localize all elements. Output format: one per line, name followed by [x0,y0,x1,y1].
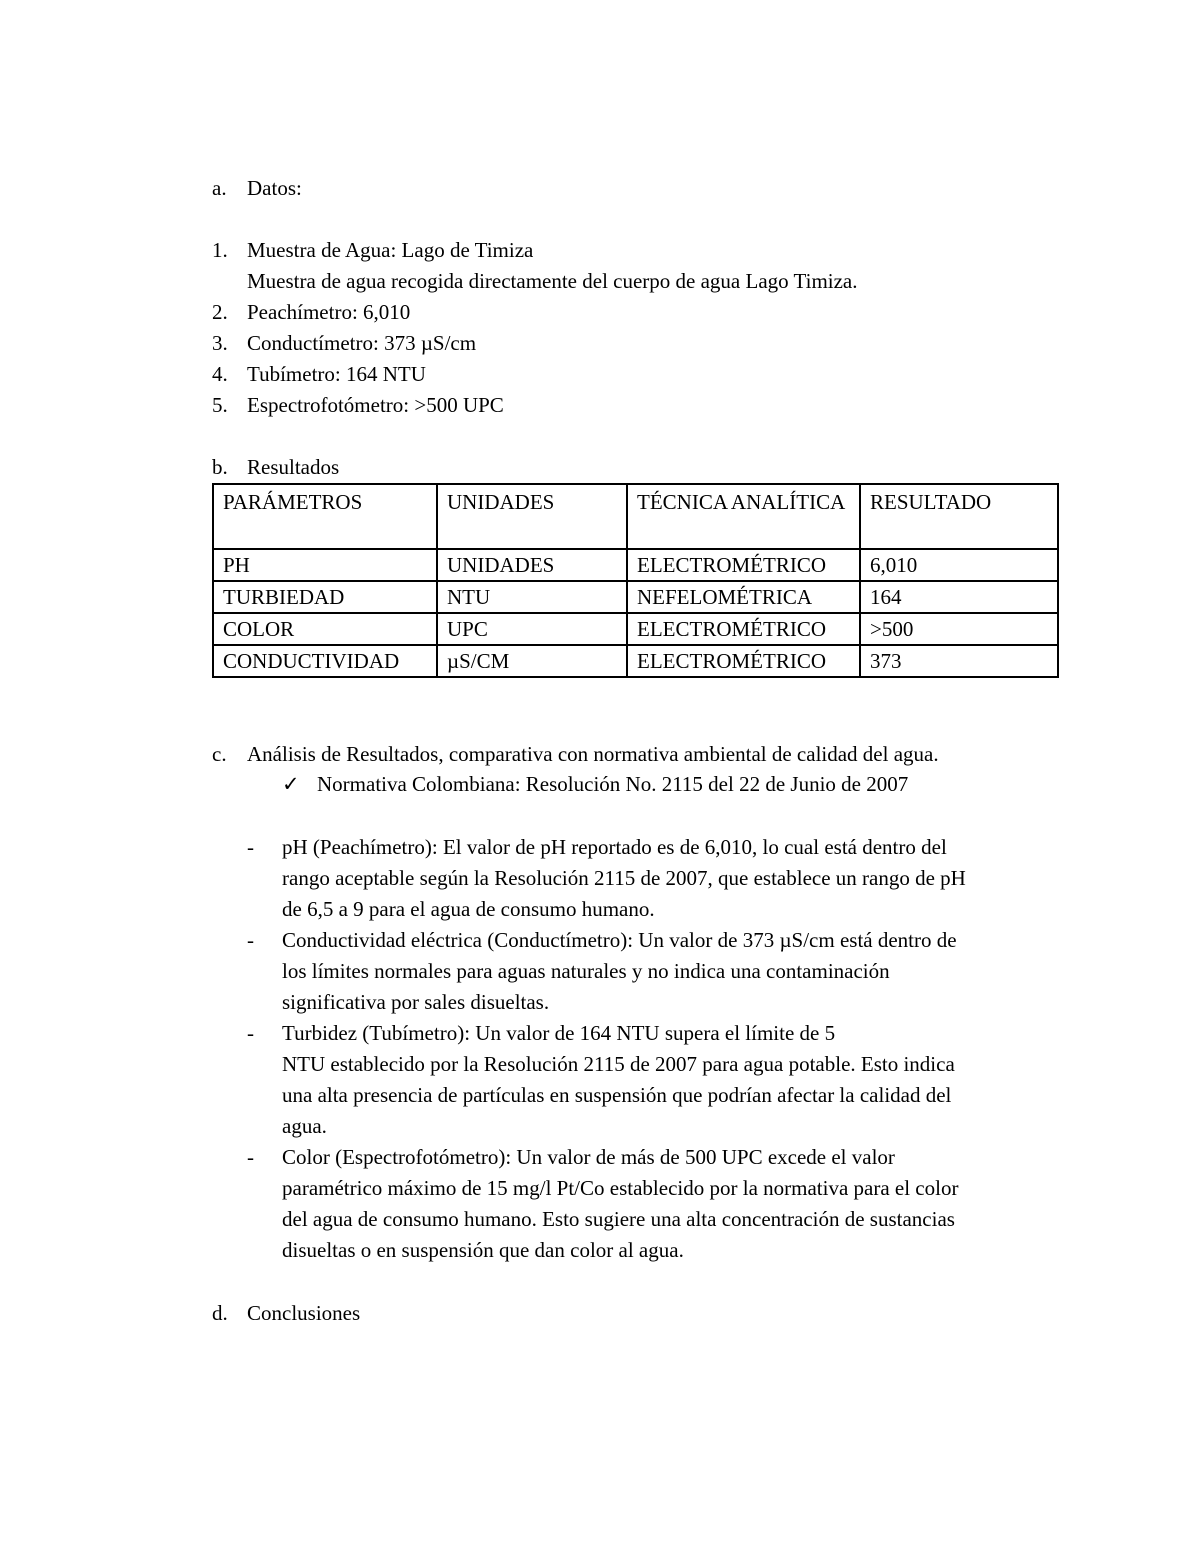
section-d-title: Conclusiones [247,1301,361,1325]
table-row [213,613,1058,645]
table-cell: NTU [437,581,627,613]
table-cell: >500 [860,613,1058,645]
table-header-cell: UNIDADES [437,484,627,549]
section-d-marker: d. [212,1301,228,1325]
section-a-title: Datos: [247,176,302,200]
table-cell: UNIDADES [437,549,627,581]
table-cell: ELECTROMÉTRICO [627,549,860,581]
dash-bullet: - [247,928,254,952]
item-4-marker: 4. [212,362,228,386]
table-cell: COLOR [213,613,437,645]
norm-reference: Normativa Colombiana: Resolución No. 2115 del 22 de Junio de 2007 [317,772,909,796]
item-2-line-1: Peachímetro: 6,010 [247,300,411,324]
table-row [213,581,1058,613]
table-row [213,549,1058,581]
item-4-line-1: Tubímetro: 164 NTU [247,362,426,386]
section-b-marker: b. [212,455,228,479]
bullet-2-line: los límites normales para aguas naturales y no indica una contaminación [282,959,890,983]
bullet-4-line: Color (Espectrofotómetro): Un valor de más de 500 UPC excede el valor [282,1145,895,1169]
bullet-3-line: una alta presencia de partículas en suspensión que podrían afectar la calidad del [282,1083,952,1107]
dash-bullet: - [247,835,254,859]
bullet-3-line: NTU establecido por la Resolución 2115 de 2007 para agua potable. Esto indica [282,1052,955,1076]
item-1-line-1: Muestra de Agua: Lago de Timiza [247,238,534,262]
bullet-4-line: disueltas o en suspensión que dan color al agua. [282,1238,684,1262]
item-1-marker: 1. [212,238,228,262]
item-3-line-1: Conductímetro: 373 µS/cm [247,331,477,355]
results-table [212,483,1059,678]
table-header-cell: RESULTADO [860,484,1058,549]
table-cell: ELECTROMÉTRICO [627,613,860,645]
table-cell: ELECTROMÉTRICO [627,645,860,677]
table-cell: 164 [860,581,1058,613]
table-cell: TURBIEDAD [213,581,437,613]
table-header-row [213,484,1058,549]
item-5-marker: 5. [212,393,228,417]
bullet-1-line: de 6,5 a 9 para el agua de consumo humano. [282,897,655,921]
item-3-marker: 3. [212,331,228,355]
table-cell: CONDUCTIVIDAD [213,645,437,677]
table-header-cell: PARÁMETROS [213,484,437,549]
dash-bullet: - [247,1145,254,1169]
item-1-line-2: Muestra de agua recogida directamente del cuerpo de agua Lago Timiza. [247,269,858,293]
table-cell: PH [213,549,437,581]
bullet-4-line: del agua de consumo humano. Esto sugiere una alta concentración de sustancias [282,1207,955,1231]
section-a-marker: a. [212,176,227,200]
bullet-4-line: paramétrico máximo de 15 mg/l Pt/Co establecido por la normativa para el color [282,1176,959,1200]
bullet-2-line: significativa por sales disueltas. [282,990,550,1014]
bullet-2-line: Conductividad eléctrica (Conductímetro): Un valor de 373 µS/cm está dentro de [282,928,957,952]
table-cell: NEFELOMÉTRICA [627,581,860,613]
table-cell: UPC [437,613,627,645]
table-cell: 6,010 [860,549,1058,581]
section-b-title: Resultados [247,455,340,479]
table-cell: 373 [860,645,1058,677]
bullet-3-line: Turbidez (Tubímetro): Un valor de 164 NTU supera el límite de 5 [282,1021,836,1045]
bullet-3-line: agua. [282,1114,327,1138]
dash-bullet: - [247,1021,254,1045]
item-5-line-1: Espectrofotómetro: >500 UPC [247,393,504,417]
item-2-marker: 2. [212,300,228,324]
bullet-1-line: pH (Peachímetro): El valor de pH reportado es de 6,010, lo cual está dentro del [282,835,947,859]
check-icon: ✓ [282,772,300,796]
section-c-marker: c. [212,742,227,766]
section-c-title: Análisis de Resultados, comparativa con normativa ambiental de calidad del agua. [247,742,939,766]
table-header-cell: TÉCNICA ANALÍTICA [627,484,860,549]
bullet-1-line: rango aceptable según la Resolución 2115 de 2007, que establece un rango de pH [282,866,966,890]
table-row [213,645,1058,677]
table-cell: µS/CM [437,645,627,677]
